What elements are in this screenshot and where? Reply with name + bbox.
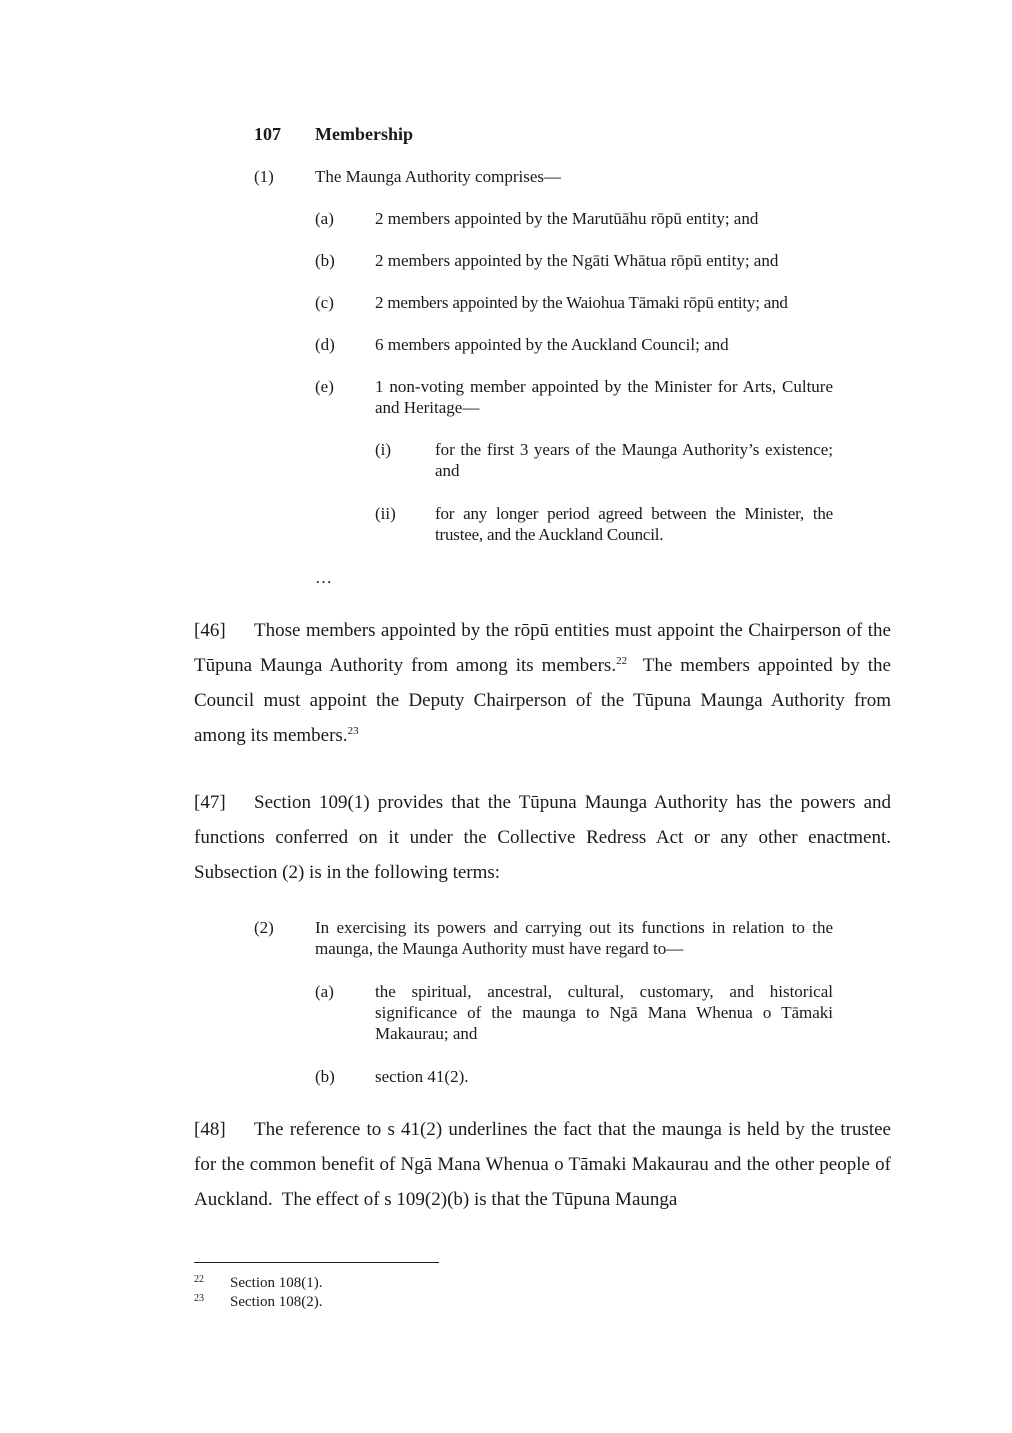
paragraph-47 bbox=[194, 785, 891, 890]
paragraph-text: The members appointed by the Council must appoint the Deputy Chairperson of the Tūpuna Maunga Authority from among its members. bbox=[194, 655, 896, 746]
paragraph-48 bbox=[194, 1112, 896, 1217]
subitem-text: for the first 3 years of the Maunga Authority’s existence; and bbox=[435, 440, 833, 480]
paragraph-text: Section 109(1) provides that the Tūpuna Maunga Authority has the powers and functions conferred on it under the Collective Redress Act or any other enactment. Subsection (2) is in the following terms: bbox=[194, 792, 891, 883]
item-label: (a) bbox=[315, 982, 334, 1001]
footnote-ref[interactable]: 22 bbox=[616, 655, 628, 667]
footnote-number: 22 bbox=[194, 1274, 204, 1285]
paragraph-text: Those members appointed by the rōpū entities must appoint the Chairperson of the Tūpuna Maunga Authority from among its members. bbox=[194, 620, 891, 676]
section-number: 107 bbox=[254, 124, 281, 144]
paragraph-text: The reference to s 41(2) underlines the fact that the maunga is held by the trustee for the common benefit of Ngā Mana Whenua o Tāmaki Makaurau and the other people of Auckland. The effect of s 109(2)(b) is that the Tūpuna Maunga bbox=[194, 1119, 896, 1210]
item-label: (b) bbox=[315, 251, 335, 270]
item-text: 1 non-voting member appointed by the Minister for Arts, Culture and Heritage— bbox=[375, 377, 833, 417]
footnote-text: Section 108(1). bbox=[230, 1275, 323, 1291]
footnote-number: 23 bbox=[194, 1293, 204, 1304]
item-label: (d) bbox=[315, 335, 335, 354]
paragraph-number: [46] bbox=[194, 620, 226, 641]
subsection-text: The Maunga Authority comprises— bbox=[315, 167, 561, 186]
paragraph-number: [48] bbox=[194, 1119, 226, 1140]
subsection-text: In exercising its powers and carrying out its functions in relation to the maunga, the Maunga Authority must have regard to— bbox=[315, 918, 833, 958]
item-text: 2 members appointed by the Marutūāhu rōpū entity; and bbox=[375, 209, 759, 228]
subsection-label: (1) bbox=[254, 167, 274, 186]
subsection-label: (2) bbox=[254, 918, 274, 937]
item-label: (a) bbox=[315, 209, 334, 228]
item-text: 6 members appointed by the Auckland Council; and bbox=[375, 335, 729, 354]
ellipsis: … bbox=[315, 568, 332, 587]
item-label: (b) bbox=[315, 1067, 335, 1086]
section-title: Membership bbox=[315, 124, 413, 144]
subitem-label: (ii) bbox=[375, 504, 396, 523]
subitem-label: (i) bbox=[375, 440, 392, 459]
paragraph-46 bbox=[194, 613, 896, 753]
item-text: 2 members appointed by the Waiohua Tāmaki rōpū entity; and bbox=[375, 293, 788, 312]
footnote-separator bbox=[194, 1262, 439, 1263]
item-text: section 41(2). bbox=[375, 1067, 469, 1086]
paragraph-number: [47] bbox=[194, 792, 226, 813]
item-label: (e) bbox=[315, 377, 334, 396]
footnote-text: Section 108(2). bbox=[230, 1294, 323, 1310]
item-text: 2 members appointed by the Ngāti Whātua rōpū entity; and bbox=[375, 251, 779, 270]
item-text: the spiritual, ancestral, cultural, customary, and historical significance of the maunga to Ngā Mana Whenua o Tāmaki Makaurau; and bbox=[375, 982, 833, 1043]
item-label: (c) bbox=[315, 293, 334, 312]
footnote-ref[interactable]: 23 bbox=[347, 725, 359, 737]
subitem-text: for any longer period agreed between the Minister, the trustee, and the Auckland Council. bbox=[435, 504, 833, 544]
